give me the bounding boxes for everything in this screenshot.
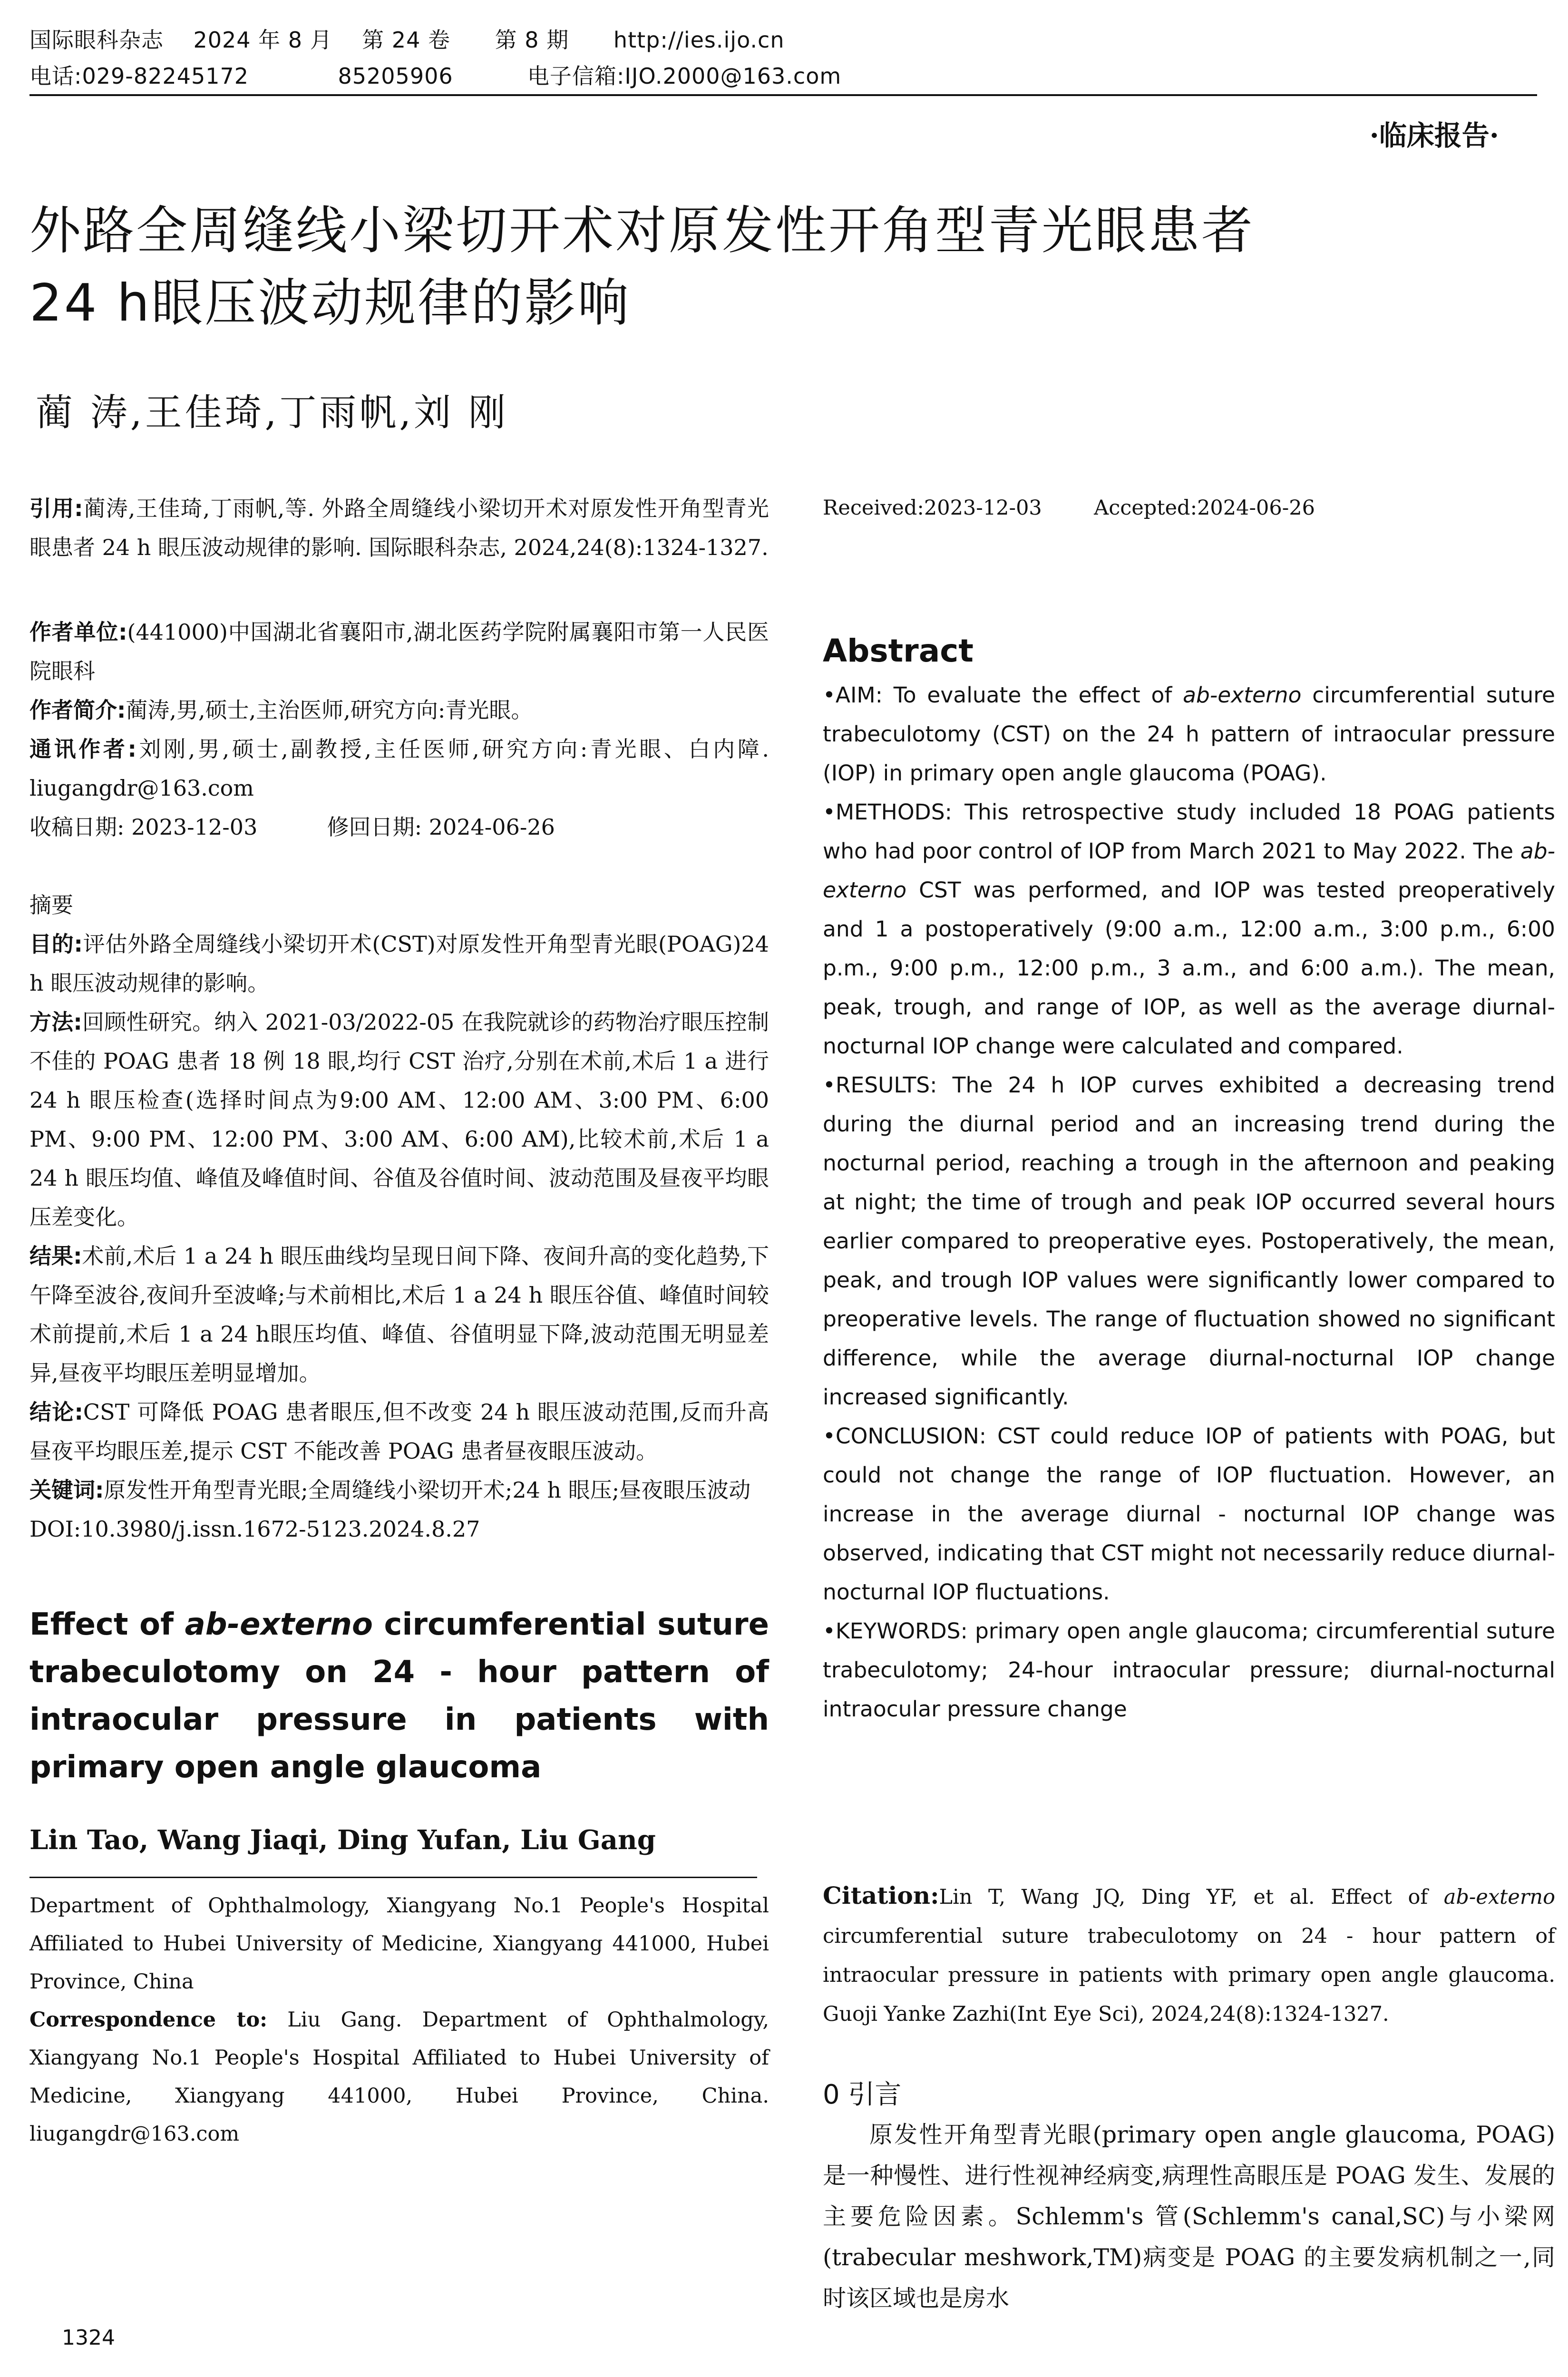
- journal-header-line1: 国际眼科杂志 2024 年 8 月 第 24 卷 第 8 期 http://ies.ijo.cn: [29, 27, 785, 53]
- abstract-en-conclusion: •CONCLUSION: CST could reduce IOP of patients with POAG, but could not change the range of IOP fluctuation. However, an increase in the average diurnal - nocturnal IOP change was observed, indicating that CST might not necessarily reduce diurnal-nocturnal IOP fluctuations.: [823, 1423, 1555, 1605]
- doi: DOI:10.3980/j.issn.1672-5123.2024.8.27: [29, 1516, 480, 1542]
- abstract-cn-aim: 目的:评估外路全周缝线小梁切开术(CST)对原发性开角型青光眼(POAG)24 h 眼压波动规律的影响。: [29, 931, 769, 996]
- english-department: Department of Ophthalmology, Xiangyang No.1 People's Hospital Affiliated to Hubei University of Medicine, Xiangyang 441000, Hubei Province, China: [29, 1894, 769, 1994]
- abstract-en-keywords: •KEYWORDS: primary open angle glaucoma; circumferential suture trabeculotomy; 24-hour intraocular pressure; diurnal-nocturnal intraocular pressure change: [823, 1618, 1555, 1722]
- page-number: 1324: [62, 2326, 115, 2350]
- abstract-cn-results: 结果:术前,术后 1 a 24 h 眼压曲线均呈现日间下降、夜间升高的变化趋势,下午降至波谷,夜间升至波峰;与术前相比,术后 1 a 24 h 眼压谷值、峰值时间较术前提前,术后 1 a 24 h眼压均值、峰值、谷值明显下降,波动范围无明显差异,昼夜平均眼压差明显增加。: [29, 1243, 769, 1386]
- header-rule: [29, 94, 1537, 96]
- right-column: [823, 489, 1555, 527]
- english-title: Effect of ab-externo circumferential suture trabeculotomy on 24 - hour pattern of intraocular pressure in patients with primary open angle glaucoma: [29, 1607, 769, 1785]
- correspondence-cn: 通讯作者:刘刚,男,硕士,副教授,主任医师,研究方向:青光眼、白内障. liugangdr@163.com: [29, 736, 769, 801]
- english-correspondence: Correspondence to: Liu Gang. Department of Ophthalmology, Xiangyang No.1 People's Hospital Affiliated to Hubei University of Medicine, Xiangyang 441000, Hubei Province, China. liugangdr@163.com: [29, 2008, 769, 2146]
- abstract-cn-conclusion: 结论:CST 可降低 POAG 患者眼压,但不改变 24 h 眼压波动范围,反而升高昼夜平均眼压差,提示 CST 不能改善 POAG 患者昼夜眼压波动。: [29, 1399, 769, 1464]
- citation-en-block: [823, 1876, 1555, 2034]
- citation-cn: 引用:蔺涛,王佳琦,丁雨帆,等. 外路全周缝线小梁切开术对原发性开角型青光眼患者 24 h 眼压波动规律的影响. 国际眼科杂志, 2024,24(8):1324-1327.: [29, 496, 769, 560]
- abstract-cn-keywords: 关键词:原发性开角型青光眼;全周缝线小梁切开术;24 h 眼压;昼夜眼压波动: [29, 1477, 751, 1503]
- english-authors: Lin Tao, Wang Jiaqi, Ding Yufan, Liu Gang: [29, 1824, 656, 1856]
- abstract-cn-heading: 摘要: [29, 892, 73, 918]
- journal-header-line2: 电话:029-82245172 85205906 电子信箱:IJO.2000@163.com: [29, 63, 842, 89]
- abstract-en-aim: •AIM: To evaluate the effect of ab-externo circumferential suture trabeculotomy (CST) on the 24 h pattern of intraocular pressure (IOP) in primary open angle glaucoma (POAG).: [823, 682, 1555, 786]
- dates-cn: 收稿日期: 2023-12-03 修回日期: 2024-06-26: [29, 814, 555, 840]
- affiliation-cn: 作者单位:(441000)中国湖北省襄阳市,湖北医药学院附属襄阳市第一人民医院眼科: [29, 619, 769, 684]
- authors-cn: 蔺 涛,王佳琦,丁雨帆,刘 刚: [36, 391, 508, 434]
- abstract-en: [823, 633, 1555, 1729]
- english-dates: Received:2023-12-03 Accepted:2024-06-26: [823, 496, 1315, 520]
- intro-text: 原发性开角型青光眼(primary open angle glaucoma, POAG)是一种慢性、进行性视神经病变,病理性高眼压是 POAG 发生、发展的主要危险因素。Schlemm's 管(Schlemm's canal,SC)与小梁网(trabecular meshwork,TM)病变是 POAG 的主要发病机制之一,同时该区域也是房水: [823, 2121, 1555, 2312]
- introduction: [823, 2074, 1555, 2319]
- author-bio: 作者简介:蔺涛,男,硕士,主治医师,研究方向:青光眼。: [29, 697, 533, 723]
- article-title-line1: 外路全周缝线小梁切开术对原发性开角型青光眼患者: [29, 201, 1255, 261]
- abstract-en-methods: •METHODS: This retrospective study included 18 POAG patients who had poor control of IOP from March 2021 to May 2022. The ab- externo CST was performed, and IOP was tested preoperatively and 1 a postoperatively (9:00 a.m., 12:00 a.m., 3:00 p.m., 6:00 p.m., 9:00 p.m., 12:00 p.m., 3 a.m., and 6:00 a.m.). The mean, peak, trough, and range of IOP, as well as the average diurnal-nocturnal IOP change were calculated and compared.: [823, 799, 1555, 1059]
- abstract-en-results: •RESULTS: The 24 h IOP curves exhibited a decreasing trend during the diurnal period and an increasing trend during the nocturnal period, reaching a trough in the afternoon and peaking at night; the time of trough and peak IOP occurred several hours earlier compared to preoperative eyes. Postoperatively, the mean, peak, and trough IOP values were significantly lower compared to preoperative levels. The range of fluctuation showed no significant difference, while the average diurnal-nocturnal IOP change increased significantly.: [823, 1072, 1555, 1410]
- article-title: [29, 195, 1542, 340]
- citation-en: Citation:Lin T, Wang JQ, Ding YF, et al. Effect of ab-externo circumferential suture trabeculotomy on 24 - hour pattern of intraocular pressure in patients with primary open angle glaucoma. Guoji Yanke Zazhi(Int Eye Sci), 2024,24(8):1324-1327.: [823, 1881, 1555, 2026]
- section-label: ·临床报告·: [1369, 119, 1499, 152]
- intro-heading: 0 引言: [823, 2079, 902, 2110]
- article-title-line2: 24 h眼压波动规律的影响: [29, 273, 631, 333]
- abstract-cn-methods: 方法:回顾性研究。纳入 2021-03/2022-05 在我院就诊的药物治疗眼压控制不佳的 POAG 患者 18 例 18 眼,均行 CST 治疗,分别在术前,术后 1 a 进行 24 h 眼压检查(选择时间点为9:00 AM、12:00 AM、3:00 PM、6:00 PM、9:00 PM、12:00 PM、3:00 AM、6:00 AM),比较术前,术后 1 a 24 h 眼压均值、峰值及峰值时间、谷值及谷值时间、波动范围及昼夜平均眼压差变化。: [29, 1009, 769, 1230]
- abstract-en-heading: Abstract: [823, 633, 974, 669]
- left-column: [29, 489, 769, 2153]
